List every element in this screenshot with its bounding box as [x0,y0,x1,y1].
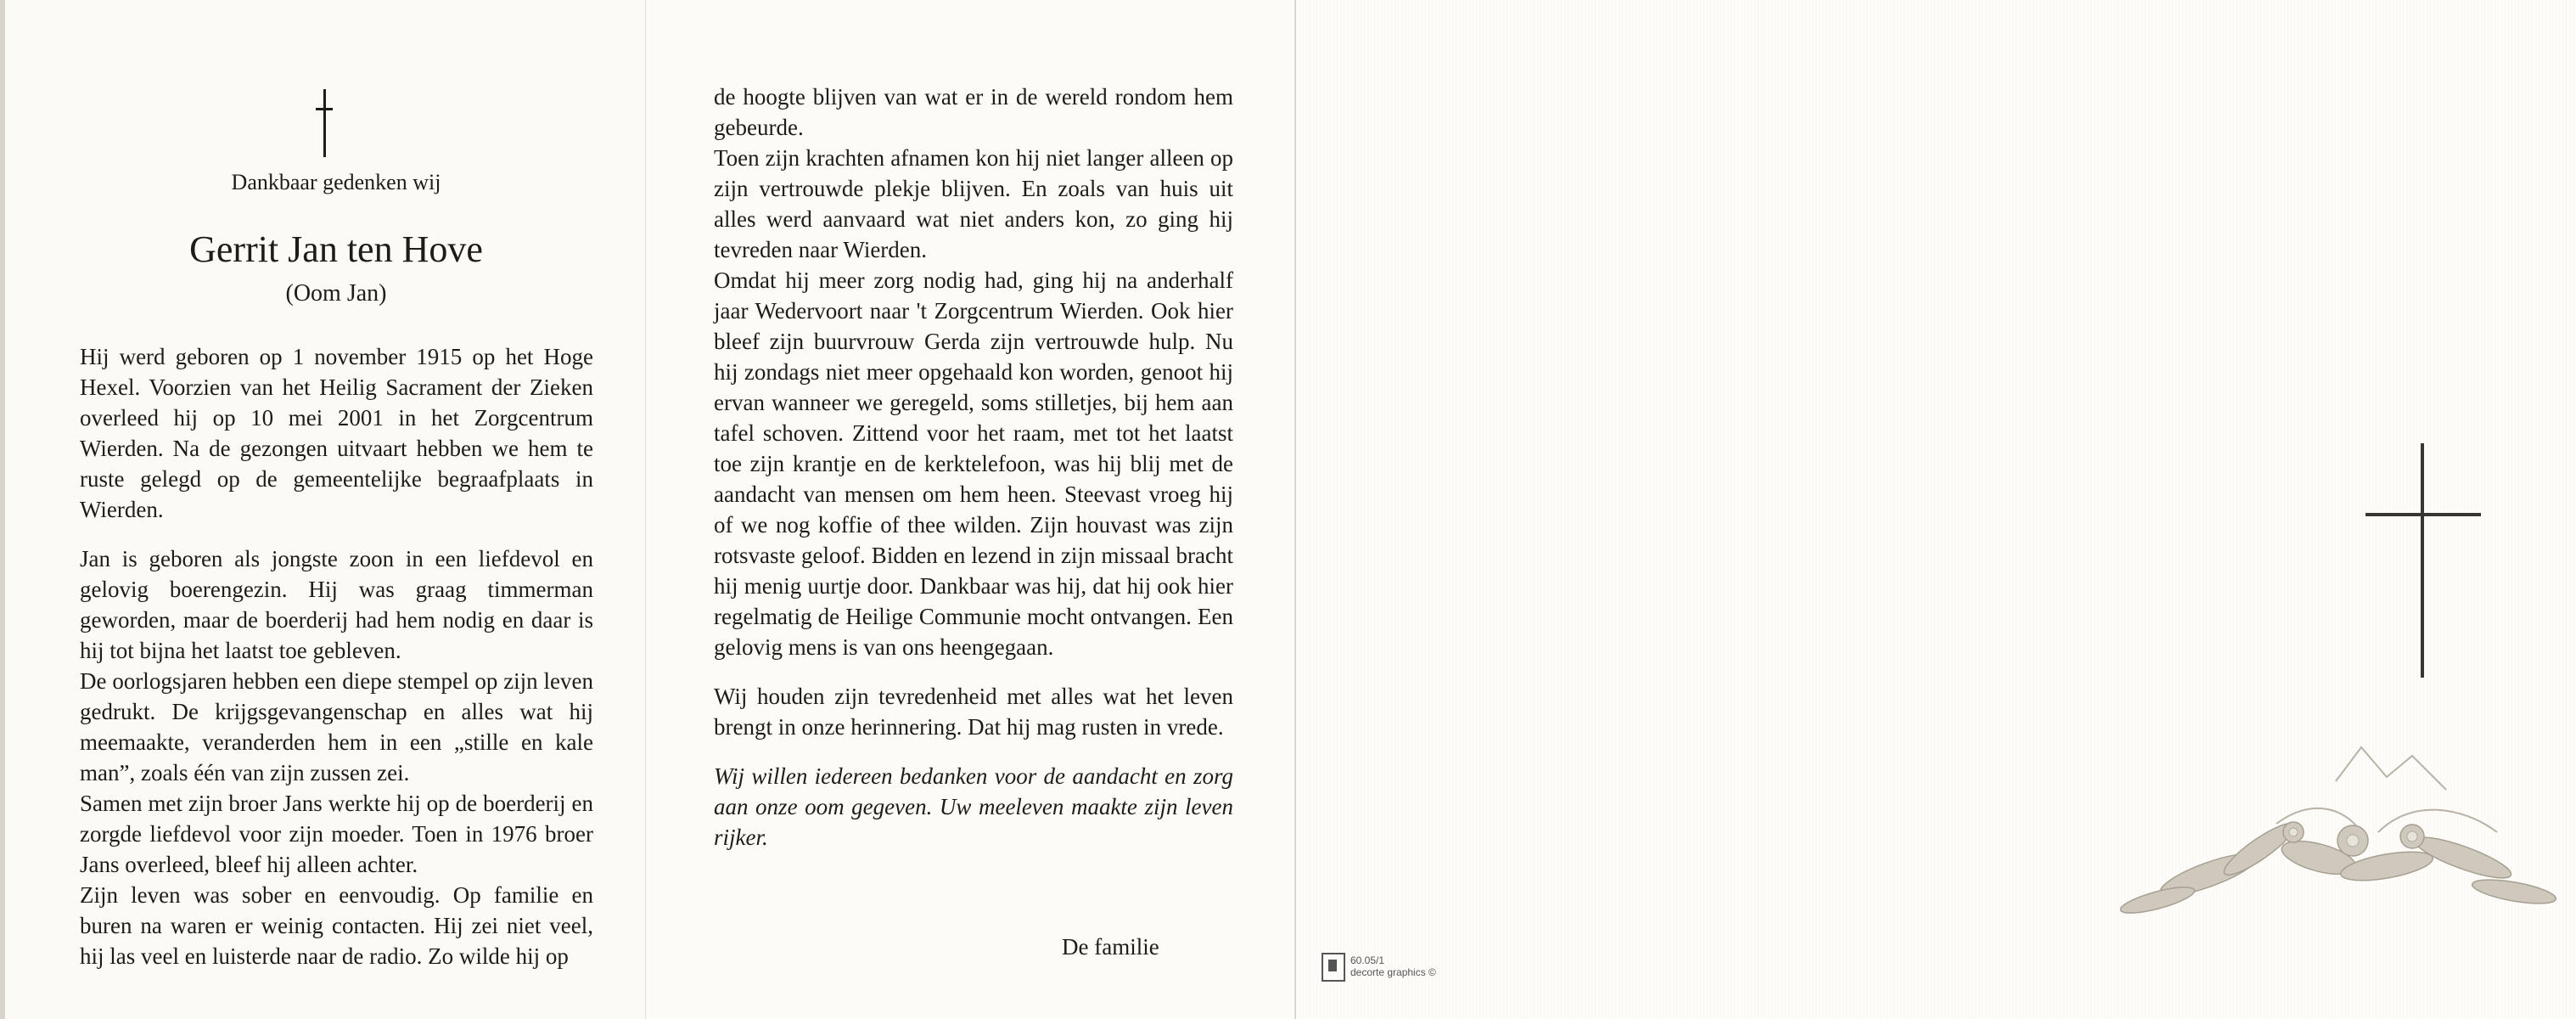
paragraph: Zijn leven was sober en eenvoudig. Op familie en buren na waren er weinig contacten. Hij zei niet veel, hij las veel en luisterde naar de radio. Zo wilde hij op [80,882,593,969]
card-panel-middle [645,0,1294,1019]
printer-logo-icon [1322,953,1345,982]
intro-text: Dankbaar gedenken wij [231,170,441,194]
card-panel-left [0,0,645,1019]
closing-paragraph: Wij houden zijn tevredenheid met alles wat het leven brengt in onze herinnering. Dat hij mag rusten in vrede. [714,684,1233,740]
nickname: (Oom Jan) [285,280,387,307]
paragraph: de hoogte blijven van wat er in de wereld rondom hem gebeurde. [714,84,1233,140]
paragraph: Jan is geboren als jongste zoon in een liefdevol en gelovig boerengezin. Hij was graag timmerman geworden, maar de boerderij had hem nodig en daar is hij tot bijna het laatst toe gebleven. [80,546,593,663]
flower-illustration [2107,730,2576,943]
biography-column-1 [80,341,593,971]
printer-name: decorte graphics © [1350,966,1436,978]
paragraph: Toen zijn krachten afnamen kon hij niet langer alleen op zijn vertrouwde plekje blijven. En zoals van huis uit alles werd aanvaard wat niet anders kon, zo ging hij tevreden naar Wierden. [714,145,1233,262]
paragraph: Samen met zijn broer Jans werkte hij op de boerderij en zorgde liefdevol voor zijn moeder. Toen in 1976 broer Jans overleed, bleef hij alleen achter. [80,791,593,877]
cross-icon [2366,443,2481,678]
deceased-name: Gerrit Jan ten Hove [189,228,483,270]
signature: De familie [1062,934,1159,960]
thanks-paragraph: Wij willen iedereen bedanken voor de aandacht en zorg aan onze oom gegeven. Uw meeleven maakte zijn leven rijker. [714,763,1233,850]
paragraph: Hij werd geboren op 1 november 1915 op het Hoge Hexel. Voorzien van het Heilig Sacrament der Zieken overleed hij op 10 mei 2001 in het Zorgcentrum Wierden. Na de gezongen uitvaart hebben we hem te ruste gelegd op de gemeentelijke begraafplaats in Wierden. [80,344,593,522]
paragraph: De oorlogsjaren hebben een diepe stempel op zijn leven gedrukt. De krijgsgevangenschap en alles wat hij meemaakte, veranderden hem in een „stille en kale man”, zoals één van zijn zussen zei. [80,668,593,785]
card-panel-right [1294,0,2576,1019]
cross-icon [316,89,333,157]
biography-column-2 [714,82,1233,853]
paragraph: Omdat hij meer zorg nodig had, ging hij na anderhalf jaar Wedervoort naar 't Zorgcentrum Wierden. Ook hier bleef zijn buurvrouw Gerda zijn vertrouwde hulp. Nu hij zondags niet meer opgehaald kon worden, genoot hij ervan wanneer we geregeld, soms stilletjes, bij hem aan tafel schoven. Zittend voor het raam, met tot het laatst toe zijn krantje en de kerktelefoon, was hij blij met de aandacht van mensen om hem heen. Steevast vroeg hij of we nog koffie of thee wilden. Zijn houvast was zijn rotsvaste geloof. Bidden en lezend in zijn missaal bracht hij menig uurtje door. Dankbaar was hij, dat hij ook hier regelmatig de Heilige Communie mocht ontvangen. Een gelovig mens is van ons heengegaan. [714,267,1233,660]
printer-code: 60.05/1 [1350,954,1385,966]
